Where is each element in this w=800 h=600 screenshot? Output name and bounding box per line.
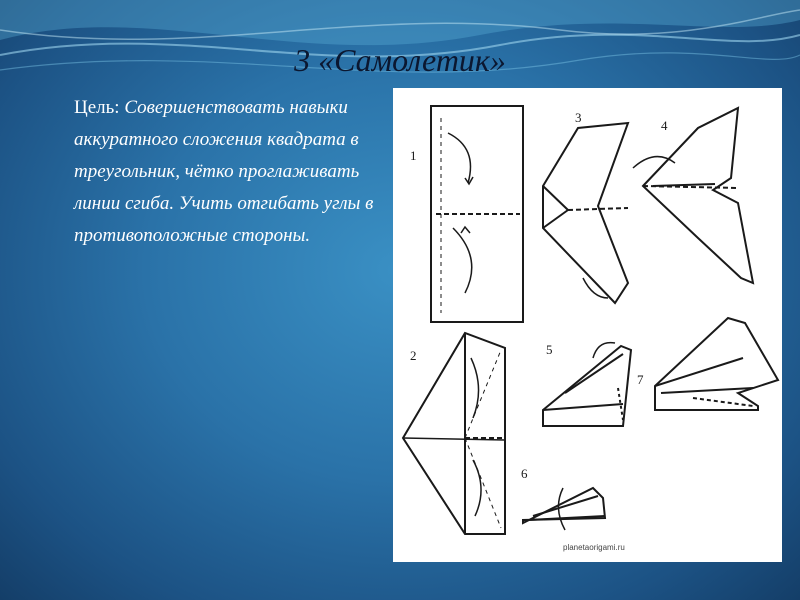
step-1-figure — [431, 106, 523, 322]
step-number-7: 7 — [637, 372, 644, 387]
step-4-figure — [633, 108, 753, 283]
origami-diagram — [393, 88, 782, 562]
goal-text: Совершенствовать навыки аккуратного сложения квадрата в треугольник, чётко проглаживать линии сгиба. Учить отгибать углы в противоположные стороны. — [74, 97, 374, 246]
step-2-figure — [403, 333, 505, 534]
goal-paragraph — [74, 92, 404, 252]
step-7-figure — [655, 318, 778, 410]
step-6-figure — [523, 488, 605, 530]
slide-title: 3 «Самолетик» — [294, 42, 506, 78]
step-number-5: 5 — [546, 342, 553, 357]
step-number-4: 4 — [661, 118, 668, 133]
goal-label: Цель: — [74, 97, 120, 118]
step-number-1: 1 — [410, 148, 417, 163]
step-number-2: 2 — [410, 348, 417, 363]
step-number-6: 6 — [521, 466, 528, 481]
watermark: planetaorigami.ru — [563, 543, 625, 552]
step-number-3: 3 — [575, 110, 582, 125]
step-5-figure — [543, 343, 631, 426]
step-3-figure — [543, 123, 628, 303]
origami-diagram-panel — [393, 88, 782, 562]
